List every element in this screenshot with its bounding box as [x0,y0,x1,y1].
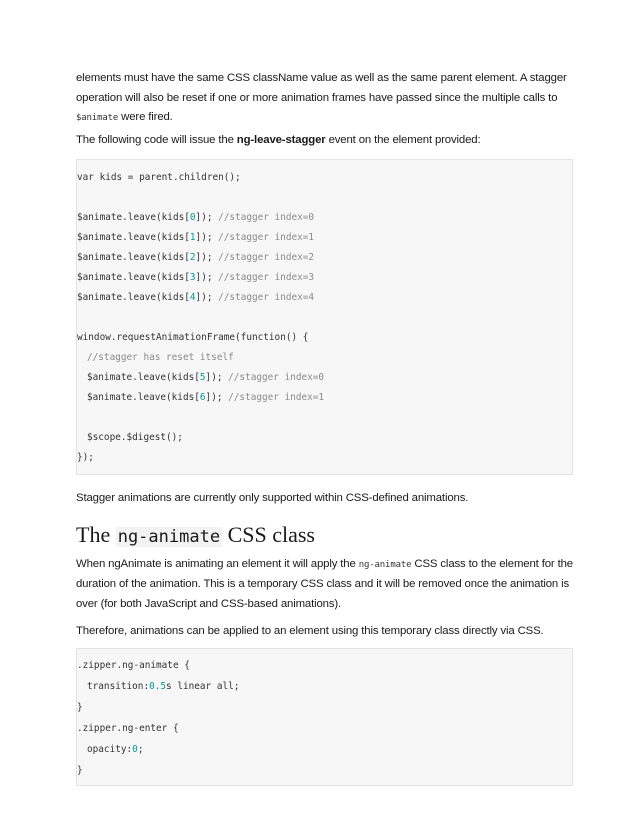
paragraph-stagger-requirements: elements must have the same CSS className value as well as the same parent element. A stagger operation will also be reset if one or more animation frames have passed since the multiple calls to $animate were fired. [76,72,567,123]
code-line: opacity:0; [87,743,144,755]
code-line-blank [77,408,572,428]
code-line: var kids = parent.children(); [77,172,241,183]
code-line: }); [77,452,94,463]
document-page [76,69,573,786]
inline-code-animate: $animate [76,113,119,123]
code-line: .zipper.ng-animate { [77,659,190,671]
code-line: window.requestAnimationFrame(function() { [77,332,309,343]
inline-code-ng-animate: ng-animate [358,559,412,570]
code-line: } [77,701,83,713]
code-line: transition:0.5s linear all; [87,680,240,692]
code-line: .zipper.ng-enter { [77,722,179,734]
code-comment: //stagger has reset itself [87,352,234,363]
code-comment: //stagger index=3 [218,272,315,283]
code-line: $animate.leave(kids[5]); //stagger index=0 [87,372,325,383]
code-comment: //stagger index=1 [218,232,315,243]
code-line: $animate.leave(kids[2]); //stagger index=2 [77,252,315,263]
code-line-blank [77,188,572,208]
code-comment: //stagger index=1 [228,392,325,403]
code-comment: //stagger index=2 [218,252,315,263]
section-heading: The ng-animate CSS class [76,521,315,547]
code-line: $scope.$digest(); [87,432,183,443]
code-line: $animate.leave(kids[1]); //stagger index=1 [77,232,315,243]
paragraph-code-intro: The following code will issue the ng-leave-stagger event on the element provided: [76,133,481,146]
code-comment: //stagger index=0 [228,372,325,383]
heading-inline-code: ng-animate [117,526,221,547]
paragraph-stagger-support: Stagger animations are currently only supported within CSS-defined animations. [76,492,469,504]
paragraph-ng-animate-class: When ngAnimate is animating an element it will apply the ng-animate CSS class to the element for the duration of the animation. This is a temporary CSS class and it will be removed once the animation is over (for both JavaScript and CSS-based animations). [76,557,573,610]
code-comment: //stagger index=0 [218,212,315,223]
code-line: $animate.leave(kids[4]); //stagger index=4 [77,292,315,303]
paragraph-apply-via-css: Therefore, animations can be applied to an element using this temporary class directly via CSS. [76,625,544,637]
code-line: } [77,764,83,776]
bold-event-name: ng-leave-stagger [236,133,326,146]
code-block-css [76,648,573,786]
code-block-stagger [76,159,573,475]
code-line: $animate.leave(kids[0]); //stagger index=0 [77,212,315,223]
code-line: $animate.leave(kids[3]); //stagger index=3 [77,272,315,283]
code-comment: //stagger index=4 [218,292,315,303]
code-line: $animate.leave(kids[6]); //stagger index=1 [87,392,325,403]
code-line [77,348,572,368]
code-line-blank [77,308,572,328]
